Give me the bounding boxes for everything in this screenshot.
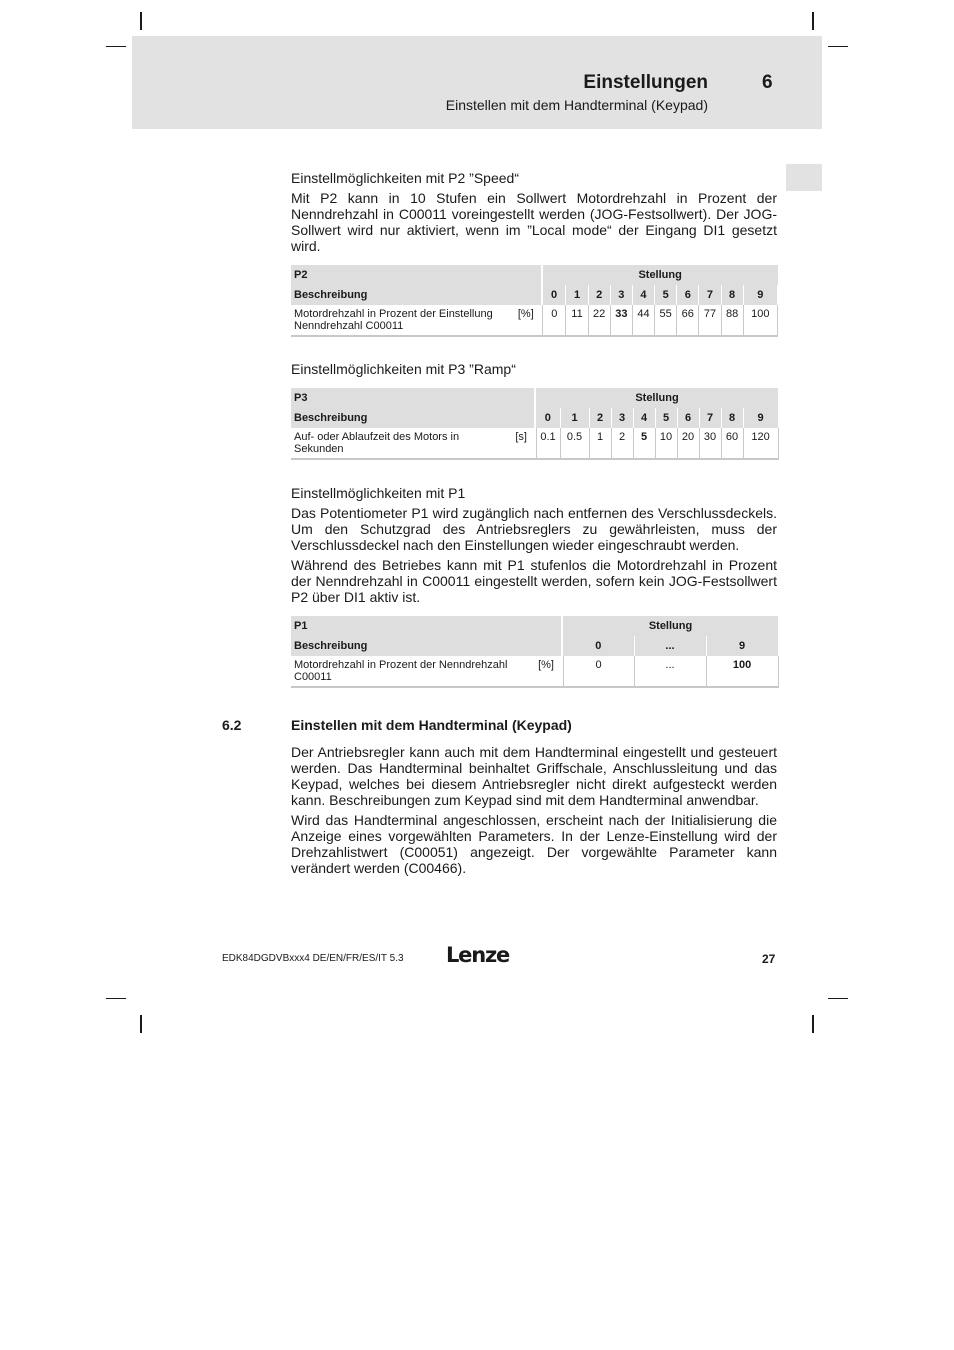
p3-unit: [s]: [515, 431, 527, 443]
p2-pos-1: 1: [566, 285, 588, 305]
table-row: [291, 305, 778, 336]
p3-pos-0: 0: [536, 408, 560, 428]
p2-value-9: 100: [743, 305, 777, 336]
p3-stellung-header: Stellung: [536, 388, 778, 408]
p2-table: [291, 265, 778, 337]
crop-mark-bottom-left-vertical: [140, 1015, 142, 1033]
p3-pos-2: 2: [589, 408, 611, 428]
p1-pos-0: 0: [563, 636, 634, 656]
p3-value-4-default: 5: [633, 428, 655, 459]
p2-pos-0: 0: [543, 285, 566, 305]
chapter-side-tab: [786, 164, 822, 191]
p1-value-2: 100: [706, 656, 778, 687]
p3-pos-5: 5: [655, 408, 677, 428]
header-band: [132, 36, 822, 129]
p2-param-label: P2: [291, 265, 541, 285]
p1-desc-header: Beschreibung: [291, 636, 561, 656]
crop-mark-top-left-vertical: [140, 12, 142, 30]
p1-heading: Einstellmöglichkeiten mit P1: [291, 485, 466, 501]
p3-value-2: 1: [589, 428, 611, 459]
p2-text: Mit P2 kann in 10 Stufen ein Sollwert Motordrehzahl in Prozent der Nenndrehzahl in C00011 voreingestellt werden (JOG-Festsollwert). Der JOG-Sollwert wird nur aktiviert, wenn im ”Local mode“ der Eingang DI1 gesetzt wird.: [291, 190, 777, 254]
p3-pos-9: 9: [743, 408, 778, 428]
p2-pos-2: 2: [588, 285, 610, 305]
p2-value-8: 88: [721, 305, 743, 336]
p3-value-7: 30: [699, 428, 721, 459]
p3-value-3: 2: [611, 428, 633, 459]
p1-unit: [%]: [538, 659, 554, 671]
p1-stellung-header: Stellung: [563, 616, 778, 636]
p2-heading: Einstellmöglichkeiten mit P2 ”Speed“: [291, 170, 519, 186]
p2-stellung-header: Stellung: [543, 265, 778, 285]
table-row: [291, 428, 778, 459]
p3-pos-4: 4: [633, 408, 655, 428]
p2-value-7: 77: [699, 305, 721, 336]
crop-mark-top-left-horizontal: [106, 46, 126, 47]
p3-pos-7: 7: [699, 408, 721, 428]
crop-mark-top-right-vertical: [812, 12, 814, 30]
lenze-logo: Lenze: [446, 943, 510, 967]
p1-value-0: 0: [563, 656, 634, 687]
p3-heading: Einstellmöglichkeiten mit P3 ”Ramp“: [291, 361, 516, 377]
p3-value-8: 60: [721, 428, 743, 459]
section-text-1: Der Antriebsregler kann auch mit dem Handterminal eingestellt und gesteuert werden. Das Handterminal beinhaltet Griffschale, Anschlussleitung und das Keypad, welches bei diesem Antriebsregler nicht direkt aufgesteckt werden kann. Beschreibungen zum Keypad sind mit dem Handterminal anwendbar.: [291, 744, 777, 808]
p3-value-0: 0.1: [536, 428, 560, 459]
p2-value-0: 0: [543, 305, 566, 336]
p2-value-3-default: 33: [610, 305, 632, 336]
footer-doc-id: EDK84DGDVBxxx4 DE/EN/FR/ES/IT 5.3: [222, 953, 404, 964]
p2-description: Motordrehzahl in Prozent der Einstellung Nenndrehzahl C00011: [294, 308, 493, 332]
p2-unit: [%]: [517, 308, 534, 320]
p1-pos-1: ...: [634, 636, 706, 656]
table-row: [291, 656, 778, 687]
chapter-title: Einstellungen: [583, 72, 708, 93]
p3-value-1: 0.5: [560, 428, 589, 459]
p2-value-6: 66: [677, 305, 699, 336]
p2-pos-3: 3: [610, 285, 632, 305]
p1-table: [291, 616, 779, 688]
chapter-number: 6: [762, 72, 773, 93]
p3-value-9: 120: [743, 428, 778, 459]
p3-pos-8: 8: [721, 408, 743, 428]
p2-pos-6: 6: [677, 285, 699, 305]
p3-desc-header: Beschreibung: [291, 408, 534, 428]
p3-pos-1: 1: [560, 408, 589, 428]
p1-text-1: Das Potentiometer P1 wird zugänglich nach entfernen des Verschlussdeckels. Um den Schutzgrad des Antriebsreglers zu gewährleisten, muss der Verschlussdeckel nach den Einstellungen wieder eingeschraubt werden.: [291, 505, 777, 553]
p2-pos-5: 5: [655, 285, 677, 305]
p1-pos-2: 9: [706, 636, 778, 656]
crop-mark-bottom-right-vertical: [812, 1015, 814, 1033]
section-title: Einstellen mit dem Handterminal (Keypad): [291, 717, 572, 733]
p3-table: [291, 388, 779, 460]
p2-pos-8: 8: [721, 285, 743, 305]
p2-desc-header: Beschreibung: [291, 285, 541, 305]
section-text-2: Wird das Handterminal angeschlossen, erscheint nach der Initialisierung die Anzeige eines vorgewählten Parameters. In der Lenze-Einstellung wird der Drehzahlistwert (C00051) angezeigt. Der vorgewählte Parameter kann verändert werden (C00466).: [291, 812, 777, 876]
p2-value-2: 22: [588, 305, 610, 336]
p1-description: Motordrehzahl in Prozent der Nenndrehzahl C00011: [294, 659, 508, 683]
p2-pos-9: 9: [743, 285, 777, 305]
crop-mark-top-right-horizontal: [828, 46, 848, 47]
p1-value-1: ...: [634, 656, 706, 687]
p3-value-5: 10: [655, 428, 677, 459]
p3-pos-6: 6: [677, 408, 699, 428]
p3-pos-3: 3: [611, 408, 633, 428]
p2-pos-4: 4: [632, 285, 654, 305]
p3-param-label: P3: [291, 388, 534, 408]
p1-param-label: P1: [291, 616, 561, 636]
p2-value-4: 44: [632, 305, 654, 336]
p2-value-1: 11: [566, 305, 588, 336]
chapter-subtitle: Einstellen mit dem Handterminal (Keypad): [445, 97, 708, 113]
section-number: 6.2: [222, 717, 242, 733]
page-number: 27: [762, 952, 776, 966]
p3-description: Auf- oder Ablaufzeit des Motors in Sekunden: [294, 431, 460, 455]
p2-value-5: 55: [655, 305, 677, 336]
p3-value-6: 20: [677, 428, 699, 459]
p1-text-2: Während des Betriebes kann mit P1 stufenlos die Motordrehzahl in Prozent der Nenndrehzahl in C00011 eingestellt werden, sofern kein JOG-Festsollwert P2 über DI1 aktiv ist.: [291, 557, 777, 605]
crop-mark-bottom-right-horizontal: [828, 998, 848, 999]
crop-mark-bottom-left-horizontal: [106, 998, 126, 999]
p2-pos-7: 7: [699, 285, 721, 305]
